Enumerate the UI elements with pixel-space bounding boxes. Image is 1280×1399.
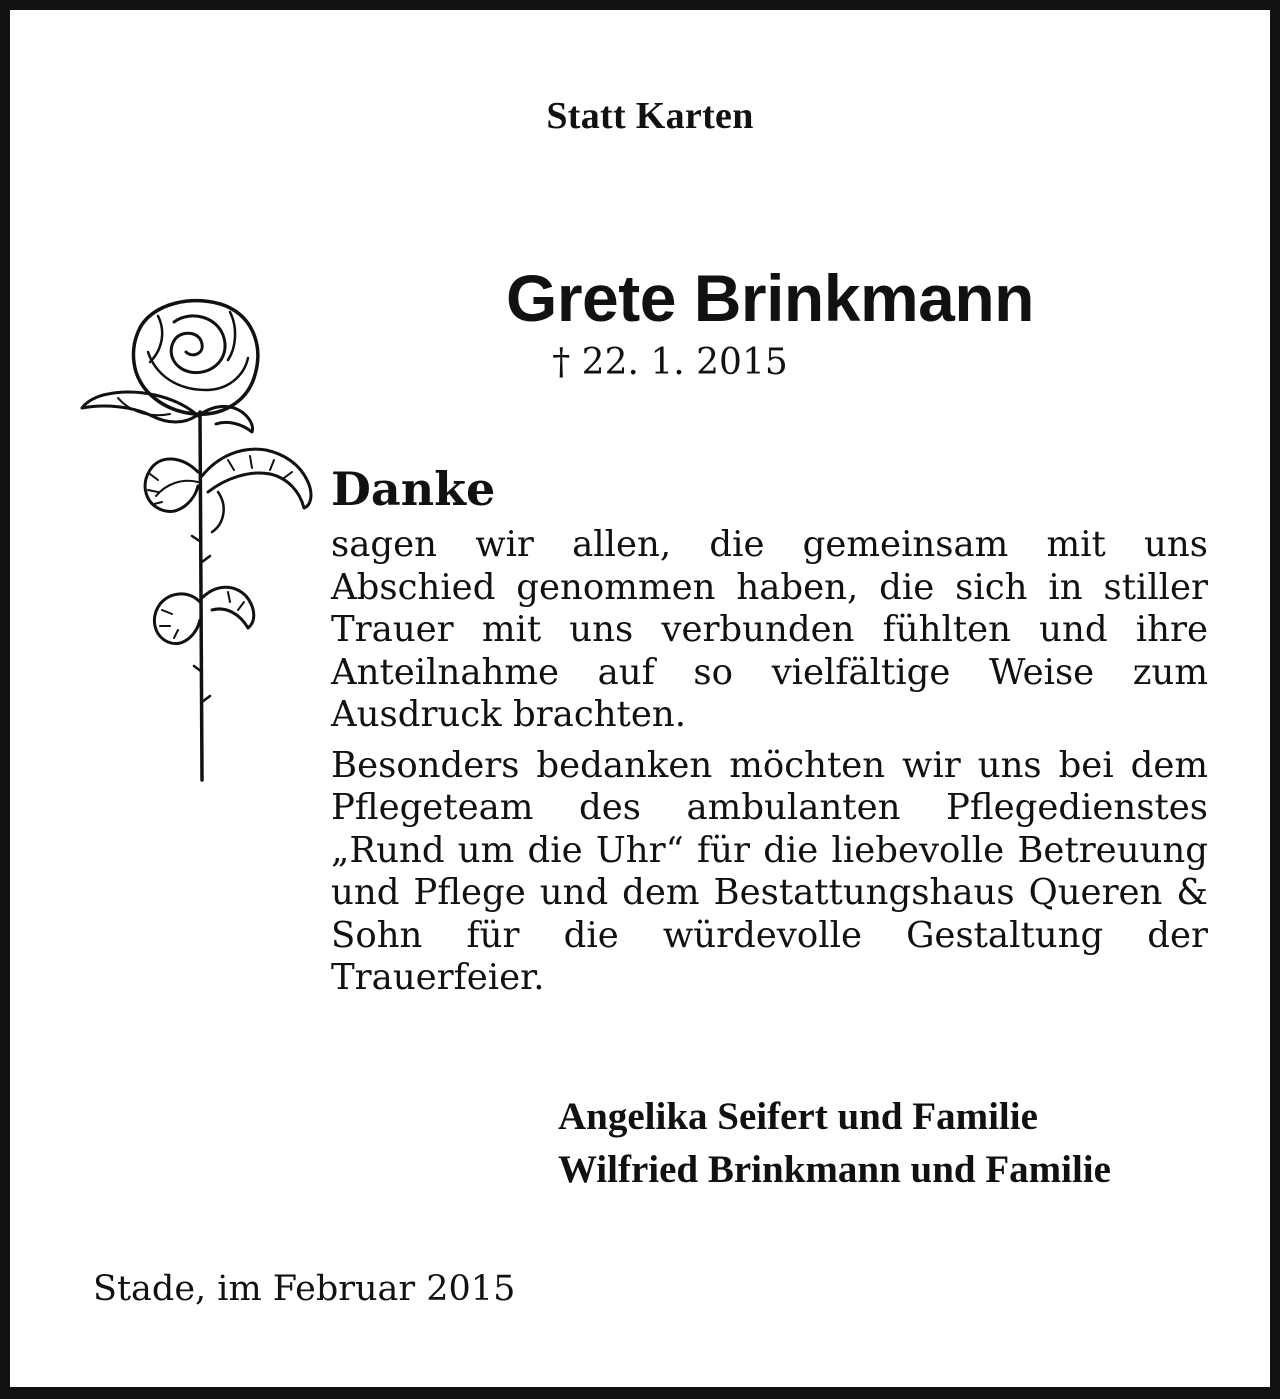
rose-icon — [78, 292, 318, 782]
signatures — [558, 1090, 1111, 1196]
thanks-paragraph: sagen wir allen, die gemeinsam mit uns Abschied genommen haben, die sich in stiller Trauer mit uns verbunden fühlten und ihre Anteilnahme auf so vielfältige Weise zum Ausdruck brachten. — [331, 524, 1208, 735]
signature-line: Angelika Seifert und Familie — [558, 1095, 1038, 1138]
notice-kicker: Statt Karten — [546, 95, 754, 137]
thanks-paragraph: Besonders bedanken möchten wir uns bei dem Pflegeteam des ambulanten Pflegedienstes „Rund um die Uhr“ für die liebevolle Betreuung und Pflege und dem Bestattungshaus Queren & Sohn für die würdevolle Gestaltung der Trauerfeier. — [331, 744, 1208, 998]
thanks-heading: Danke — [331, 462, 496, 516]
death-date: † 22. 1. 2015 — [552, 342, 788, 383]
thanks-text — [331, 524, 1208, 1000]
place-and-date: Stade, im Februar 2015 — [93, 1269, 516, 1309]
signature-line: Wilfried Brinkmann und Familie — [558, 1148, 1111, 1191]
deceased-name: Grete Brinkmann — [506, 261, 1034, 335]
